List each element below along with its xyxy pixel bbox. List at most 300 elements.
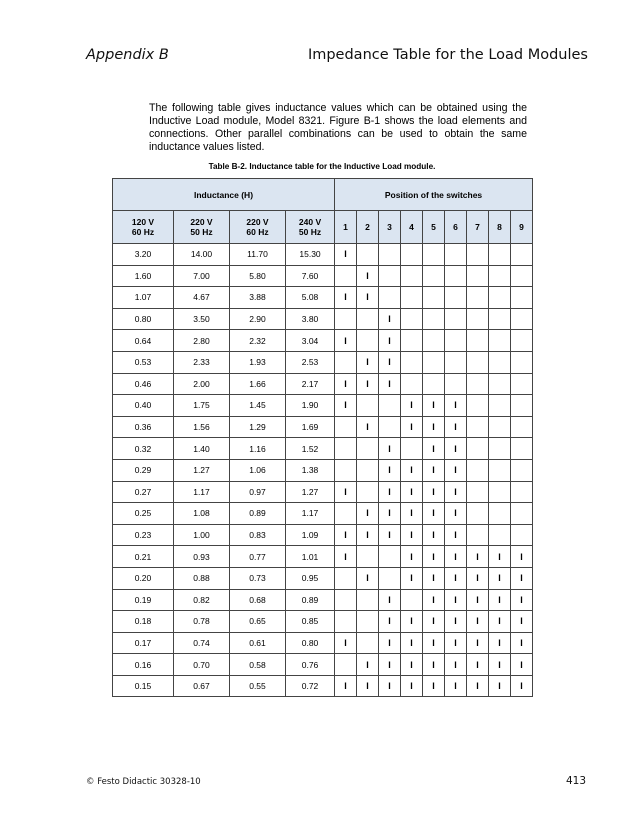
switch-position-cell: I [489,589,511,611]
switch-column-header: 3 [379,211,401,244]
table-row [113,567,533,589]
appendix-title: Appendix B [86,47,169,63]
inductance-value-cell: 1.07 [113,287,174,309]
inductance-value-cell: 0.74 [174,632,230,654]
inductance-value-cell: 0.67 [174,675,230,697]
table-row [113,589,533,611]
switch-position-cell [467,503,489,525]
switch-position-cell [401,287,423,309]
switch-position-cell: I [511,546,533,568]
switch-position-cell [379,567,401,589]
switch-position-cell [335,351,357,373]
inductance-value-cell: 1.27 [174,459,230,481]
inductance-value-cell: 0.16 [113,654,174,676]
switch-position-cell: I [401,567,423,589]
inductance-value-cell: 1.29 [230,416,286,438]
inductance-group-header: Inductance (H) [113,179,335,211]
switch-position-cell: I [401,481,423,503]
switch-position-cell: I [511,632,533,654]
switch-position-cell: I [467,611,489,633]
inductance-value-cell: 0.97 [230,481,286,503]
table-row [113,416,533,438]
switch-position-cell: I [445,546,467,568]
switch-position-cell: I [357,675,379,697]
inductance-value-cell: 0.53 [113,351,174,373]
switch-position-cell [357,459,379,481]
switch-column-header: 2 [357,211,379,244]
switch-column-header: 6 [445,211,467,244]
inductance-value-cell: 0.88 [174,567,230,589]
inductance-value-cell: 0.83 [230,524,286,546]
inductance-value-cell: 0.40 [113,395,174,417]
inductance-value-cell: 0.55 [230,675,286,697]
switch-position-cell [445,373,467,395]
switch-position-cell [489,416,511,438]
inductance-value-cell: 3.88 [230,287,286,309]
switch-position-cell [379,546,401,568]
inductance-value-cell: 1.75 [174,395,230,417]
inductance-value-cell: 2.00 [174,373,230,395]
inductance-value-cell: 1.01 [286,546,335,568]
switch-position-cell: I [445,395,467,417]
switch-position-cell: I [357,503,379,525]
inductance-value-cell: 0.18 [113,611,174,633]
switches-group-header: Position of the switches [335,179,533,211]
inductance-value-cell: 0.80 [286,632,335,654]
switch-position-cell: I [423,632,445,654]
table-caption: Table B-2. Inductance table for the Inductive Load module. [208,162,436,171]
frequency-label: 50 Hz [190,227,213,237]
switch-position-cell [357,589,379,611]
voltage-label: 220 V [246,217,269,227]
switch-position-cell [423,330,445,352]
switch-position-cell: I [379,330,401,352]
switch-position-cell: I [489,632,511,654]
switch-position-cell [467,459,489,481]
switch-position-cell: I [379,675,401,697]
switch-position-cell: I [401,524,423,546]
switch-position-cell: I [445,438,467,460]
switch-position-cell: I [423,567,445,589]
switch-position-cell: I [423,654,445,676]
voltage-column-header [174,211,230,244]
inductance-value-cell: 2.32 [230,330,286,352]
switch-position-cell: I [489,675,511,697]
frequency-label: 60 Hz [131,227,155,237]
inductance-value-cell: 5.80 [230,265,286,287]
inductance-value-cell: 2.53 [286,351,335,373]
voltage-label: 220 V [190,217,213,227]
inductance-value-cell: 1.00 [174,524,230,546]
switch-position-cell [489,438,511,460]
switch-position-cell: I [401,632,423,654]
inductance-value-cell: 1.69 [286,416,335,438]
inductance-value-cell: 0.20 [113,567,174,589]
inductance-value-cell: 0.29 [113,459,174,481]
switch-position-cell: I [423,611,445,633]
switch-position-cell [467,244,489,266]
switch-position-cell [511,351,533,373]
switch-position-cell: I [357,373,379,395]
switch-position-cell [511,459,533,481]
switch-position-cell: I [423,589,445,611]
frequency-label: 60 Hz [246,227,269,237]
switch-position-cell [467,265,489,287]
inductance-value-cell: 1.16 [230,438,286,460]
switch-position-cell [357,438,379,460]
table-row [113,481,533,503]
switch-position-cell [511,287,533,309]
switch-position-cell: I [423,546,445,568]
switch-position-cell: I [357,265,379,287]
switch-position-cell [511,438,533,460]
switch-position-cell [489,395,511,417]
switch-position-cell: I [357,654,379,676]
switch-position-cell [401,308,423,330]
switch-position-cell: I [335,395,357,417]
switch-position-cell: I [423,395,445,417]
switch-position-cell: I [445,567,467,589]
inductance-value-cell: 0.25 [113,503,174,525]
switch-position-cell [489,373,511,395]
table-row [113,675,533,697]
switch-position-cell [335,567,357,589]
switch-position-cell: I [445,589,467,611]
voltage-label: 120 V [131,217,155,227]
switch-position-cell [401,244,423,266]
switch-column-header: 8 [489,211,511,244]
switch-position-cell [467,330,489,352]
switch-position-cell: I [401,395,423,417]
switch-position-cell [445,244,467,266]
inductance-value-cell: 0.68 [230,589,286,611]
switch-position-cell: I [379,654,401,676]
inductance-value-cell: 1.08 [174,503,230,525]
inductance-value-cell: 1.90 [286,395,335,417]
inductance-value-cell: 1.17 [174,481,230,503]
switch-position-cell: I [445,503,467,525]
switch-position-cell [467,308,489,330]
switch-position-cell [511,416,533,438]
switch-position-cell: I [335,330,357,352]
switch-position-cell [489,459,511,481]
inductance-value-cell: 1.60 [113,265,174,287]
switch-position-cell: I [511,589,533,611]
inductance-value-cell: 2.80 [174,330,230,352]
switch-position-cell: I [357,287,379,309]
section-title: Impedance Table for the Load Modules [307,47,588,63]
switch-position-cell: I [445,481,467,503]
switch-position-cell: I [489,546,511,568]
inductance-value-cell: 0.32 [113,438,174,460]
table-row [113,654,533,676]
switch-position-cell [445,330,467,352]
table-row [113,459,533,481]
inductance-value-cell: 0.58 [230,654,286,676]
inductance-value-cell: 0.61 [230,632,286,654]
switch-column-header: 7 [467,211,489,244]
inductance-value-cell: 5.08 [286,287,335,309]
switch-position-cell: I [467,654,489,676]
switch-position-cell: I [467,567,489,589]
switch-position-cell [445,265,467,287]
switch-position-cell [489,265,511,287]
inductance-value-cell: 0.95 [286,567,335,589]
inductance-value-cell: 1.09 [286,524,335,546]
switch-position-cell [489,503,511,525]
switch-position-cell [379,416,401,438]
switch-position-cell [335,438,357,460]
switch-position-cell [379,395,401,417]
switch-position-cell: I [401,416,423,438]
switch-position-cell: I [445,632,467,654]
inductance-value-cell: 0.77 [230,546,286,568]
switch-position-cell [357,546,379,568]
copyright: © Festo Didactic 30328-10 [86,777,201,787]
switch-position-cell [379,244,401,266]
switch-position-cell [467,351,489,373]
inductance-value-cell: 3.04 [286,330,335,352]
switch-position-cell [511,308,533,330]
inductance-value-cell: 0.70 [174,654,230,676]
voltage-label: 240 V [298,217,322,227]
switch-position-cell: I [401,611,423,633]
switch-position-cell: I [335,675,357,697]
inductance-value-cell: 0.64 [113,330,174,352]
inductance-value-cell: 1.17 [286,503,335,525]
inductance-value-cell: 1.56 [174,416,230,438]
switch-position-cell: I [379,308,401,330]
inductance-value-cell: 3.20 [113,244,174,266]
table-row [113,611,533,633]
inductance-value-cell: 1.66 [230,373,286,395]
switch-position-cell [467,416,489,438]
switch-position-cell [445,351,467,373]
inductance-value-cell: 11.70 [230,244,286,266]
switch-position-cell: I [379,524,401,546]
switch-position-cell [511,244,533,266]
switch-position-cell: I [489,567,511,589]
switch-position-cell [467,287,489,309]
switch-position-cell [357,395,379,417]
switch-position-cell: I [511,567,533,589]
switch-position-cell: I [467,546,489,568]
table-row [113,265,533,287]
switch-position-cell: I [335,373,357,395]
table-row [113,287,533,309]
inductance-value-cell: 0.93 [174,546,230,568]
switch-position-cell: I [335,546,357,568]
switch-position-cell: I [445,524,467,546]
switch-position-cell: I [423,438,445,460]
switch-position-cell: I [423,459,445,481]
switch-position-cell [489,330,511,352]
switch-position-cell [423,287,445,309]
switch-position-cell [335,416,357,438]
page-number: 413 [565,775,586,787]
switch-position-cell: I [401,654,423,676]
inductance-value-cell: 0.36 [113,416,174,438]
inductance-value-cell: 0.19 [113,589,174,611]
inductance-table [112,178,533,697]
inductance-value-cell: 0.23 [113,524,174,546]
table-row [113,546,533,568]
switch-position-cell [511,373,533,395]
switch-position-cell [489,308,511,330]
switch-position-cell: I [423,524,445,546]
switch-position-cell: I [401,546,423,568]
switch-position-cell [401,373,423,395]
inductance-value-cell: 0.80 [113,308,174,330]
inductance-value-cell: 0.89 [230,503,286,525]
switch-position-cell: I [335,244,357,266]
inductance-value-cell: 3.50 [174,308,230,330]
switch-column-header: 4 [401,211,423,244]
inductance-value-cell: 0.46 [113,373,174,395]
switch-position-cell: I [379,351,401,373]
switch-position-cell: I [379,611,401,633]
inductance-value-cell: 0.82 [174,589,230,611]
inductance-value-cell: 2.90 [230,308,286,330]
inductance-value-cell: 1.38 [286,459,335,481]
switch-position-cell [467,373,489,395]
inductance-value-cell: 0.27 [113,481,174,503]
switch-position-cell: I [467,632,489,654]
switch-position-cell [423,265,445,287]
switch-position-cell: I [467,589,489,611]
switch-position-cell [357,632,379,654]
inductance-value-cell: 0.85 [286,611,335,633]
inductance-value-cell: 2.33 [174,351,230,373]
switch-position-cell [357,481,379,503]
inductance-value-cell: 2.17 [286,373,335,395]
switch-position-cell: I [423,416,445,438]
switch-position-cell [511,524,533,546]
switch-position-cell: I [401,459,423,481]
switch-position-cell: I [423,481,445,503]
switch-position-cell: I [379,373,401,395]
switch-position-cell [357,611,379,633]
table-row [113,373,533,395]
switch-position-cell [335,503,357,525]
inductance-value-cell: 7.00 [174,265,230,287]
switch-position-cell: I [357,351,379,373]
switch-position-cell [511,330,533,352]
switch-position-cell: I [445,416,467,438]
switch-position-cell [423,244,445,266]
switch-position-cell: I [379,632,401,654]
switch-column-header: 5 [423,211,445,244]
switch-position-cell [467,481,489,503]
switch-position-cell [511,395,533,417]
switch-position-cell [401,589,423,611]
switch-position-cell [401,265,423,287]
inductance-value-cell: 0.21 [113,546,174,568]
inductance-value-cell: 14.00 [174,244,230,266]
switch-position-cell [467,395,489,417]
table-row [113,308,533,330]
inductance-value-cell: 0.73 [230,567,286,589]
switch-position-cell [423,373,445,395]
switch-position-cell: I [357,567,379,589]
switch-position-cell [489,351,511,373]
voltage-column-header [230,211,286,244]
inductance-value-cell: 1.27 [286,481,335,503]
switch-position-cell [445,287,467,309]
inductance-value-cell: 0.17 [113,632,174,654]
switch-position-cell [401,330,423,352]
inductance-value-cell: 1.93 [230,351,286,373]
inductance-value-cell: 0.89 [286,589,335,611]
switch-position-cell: I [379,459,401,481]
inductance-value-cell: 0.76 [286,654,335,676]
switch-position-cell: I [379,481,401,503]
intro-paragraph: The following table gives inductance values which can be obtained using the Inductive Load module, Model 8321. Figure B-1 shows the load elements and connections. Other parallel combinations can be used to obtain the same inductance values listed. [149,102,527,153]
switch-position-cell: I [335,524,357,546]
switch-position-cell [357,330,379,352]
switch-position-cell [379,287,401,309]
table-row [113,395,533,417]
switch-position-cell [379,265,401,287]
switch-position-cell [357,244,379,266]
switch-position-cell: I [357,524,379,546]
switch-position-cell [335,611,357,633]
voltage-column-header [113,211,174,244]
switch-position-cell [511,481,533,503]
switch-column-header: 9 [511,211,533,244]
switch-position-cell [335,265,357,287]
switch-position-cell [335,654,357,676]
switch-position-cell [511,265,533,287]
inductance-value-cell: 0.78 [174,611,230,633]
inductance-value-cell: 0.72 [286,675,335,697]
switch-position-cell: I [489,654,511,676]
switch-position-cell: I [401,503,423,525]
switch-position-cell: I [511,675,533,697]
inductance-value-cell: 4.67 [174,287,230,309]
switch-position-cell [467,438,489,460]
inductance-value-cell: 1.06 [230,459,286,481]
switch-position-cell: I [445,459,467,481]
inductance-value-cell: 1.40 [174,438,230,460]
switch-position-cell [401,438,423,460]
switch-position-cell: I [511,654,533,676]
switch-position-cell [489,524,511,546]
switch-position-cell: I [445,675,467,697]
switch-position-cell [489,481,511,503]
frequency-label: 50 Hz [298,227,322,237]
switch-position-cell [357,308,379,330]
inductance-value-cell: 1.52 [286,438,335,460]
switch-position-cell: I [379,503,401,525]
switch-position-cell: I [401,675,423,697]
switch-position-cell: I [379,438,401,460]
inductance-value-cell: 1.45 [230,395,286,417]
switch-position-cell: I [379,589,401,611]
switch-column-header: 1 [335,211,357,244]
switch-position-cell [511,503,533,525]
table-row [113,524,533,546]
switch-position-cell: I [335,481,357,503]
switch-position-cell [489,244,511,266]
switch-position-cell [335,459,357,481]
switch-position-cell: I [489,611,511,633]
switch-position-cell [401,351,423,373]
table-row [113,351,533,373]
inductance-value-cell: 0.65 [230,611,286,633]
inductance-value-cell: 0.15 [113,675,174,697]
voltage-column-header [286,211,335,244]
